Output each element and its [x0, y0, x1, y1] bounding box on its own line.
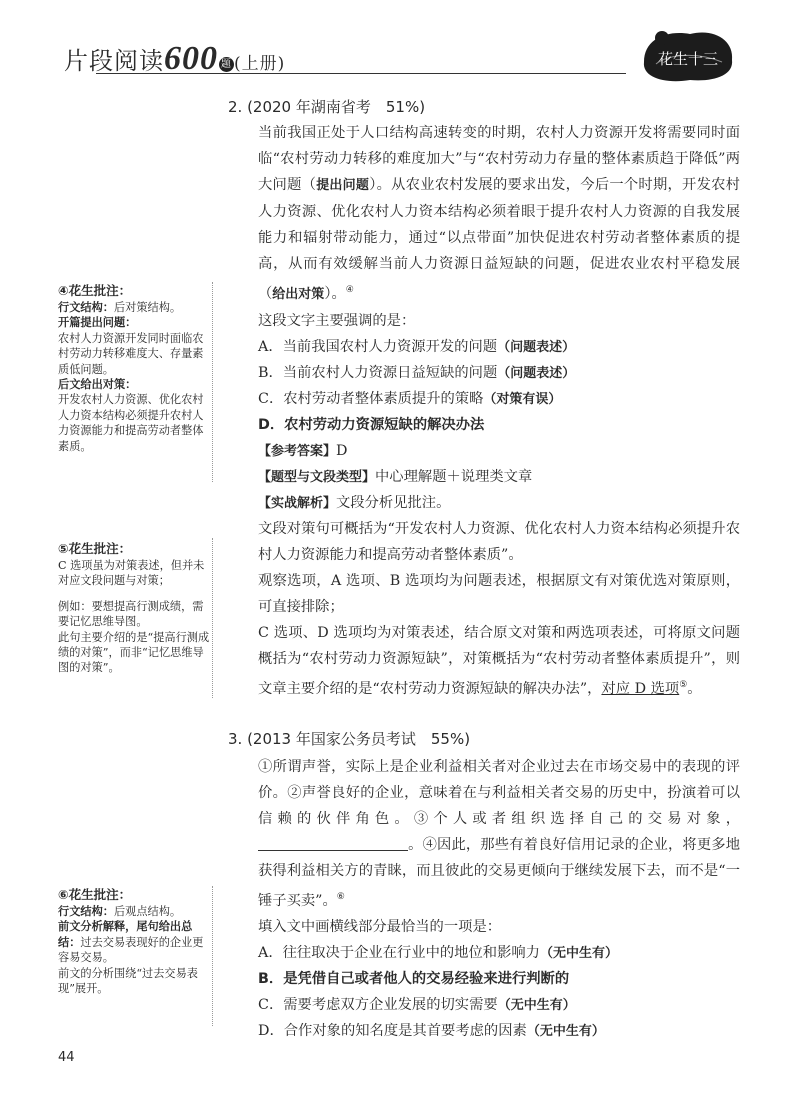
- book-title-ti-badge: 题: [221, 59, 232, 70]
- question-2-passage: 当前我国正处于人口结构高速转变的时期，农村人力资源开发将需要同时面临“农村劳动力转移的难度加大”与“农村劳动力存量的整体素质趋于降低”两大问题（提出问题）。从农业农村发展的要求出发，今后一个时期，开发农村人力资源、优化农村人力资本结构必须着眼于提升农村人力资源的自我发展能力和辐射带动能力，通过“以点带面”加快促进农村劳动者整体素质的提高，从而有效缓解当前人力资源日益短缺的问题，促进农业农村平稳发展（给出对策）。④: [258, 125, 740, 302]
- note-line: 开篇提出问题：: [58, 316, 137, 330]
- sidebar-note-5: [58, 540, 210, 676]
- sidebar-divider: [212, 538, 213, 698]
- header-rule: [96, 73, 626, 74]
- question-3-heading: 3. (2013 年国家公务员考试 55%): [228, 730, 471, 748]
- book-title-number: 600: [164, 40, 218, 77]
- logo-text: 花生十三: [657, 50, 719, 68]
- annotation-mark: ⑥: [336, 892, 345, 902]
- question-3-passage: ①所谓声誉，实际上是企业利益相关者对企业过去在市场交易中的表现的评价。②声誉良好的企业，意味着在与利益相关者交易的历史中，扮演着可以信赖的伙伴角色。③个人或者组织选择自己的交易对象，。④因此，那些有着良好信用记录的企业，将更多地获得利益相关方的青睐，而且彼此的交易更倾向于继续发展下去，而不是“一锤子买卖”。⑥: [258, 759, 740, 909]
- page-number: 44: [58, 1050, 75, 1065]
- question-2-prompt: 这段文字主要强调的是：: [258, 313, 416, 329]
- sidebar-divider: [212, 282, 213, 482]
- option-d[interactable]: D．农村劳动力资源短缺的解决办法: [258, 417, 485, 433]
- brand-logo: [638, 24, 738, 86]
- type-line: 【题型与文段类型】中心理解题＋说理类文章: [258, 469, 533, 485]
- note-line: 前文的分析围绕“过去交易表现”展开。: [58, 966, 198, 996]
- option-d[interactable]: D．合作对象的知名度是其首要考虑的因素（无中生有）: [258, 1023, 605, 1039]
- note-heading: ⑤花生批注：: [58, 541, 132, 556]
- option-b[interactable]: B．当前农村人力资源日益短缺的问题（问题表述）: [258, 365, 576, 381]
- note-line: 行文结构：后观点结构。: [58, 905, 182, 918]
- question-3-prompt: 填入文中画横线部分最恰当的一项是：: [258, 919, 502, 935]
- annotation-mark: ④: [345, 285, 354, 295]
- note-line: 此句主要介绍的是“提高行测成绩的对策”，而非“记忆思维导图的对策”。: [58, 630, 210, 675]
- note-line: 开发农村人力资源、优化农村人力资本结构必须提升农村人力资源能力和提高劳动者整体素质。: [58, 393, 204, 453]
- book-title-prefix: 片段阅读: [64, 47, 164, 75]
- note-line: 农村人力资源开发同时面临农村劳动力转移难度大、存量素质低问题。: [58, 331, 204, 376]
- answer-line: 【参考答案】D: [258, 443, 348, 459]
- fill-blank: [258, 836, 408, 851]
- note-line: 后文给出对策：: [58, 378, 137, 392]
- sidebar-divider: [212, 886, 213, 1026]
- note-heading: ⑥花生批注：: [58, 887, 132, 902]
- option-c[interactable]: C．农村劳动者整体素质提升的策略（对策有误）: [258, 391, 562, 407]
- sidebar-note-4: [58, 282, 210, 454]
- note-heading: ④花生批注：: [58, 283, 132, 298]
- note-line: 例如：要想提高行测成绩，需要记忆思维导图。: [58, 599, 204, 629]
- analysis-body: 文段对策句可概括为“开发农村人力资源、优化农村人力资本结构必须提升农村人力资源能力和提高劳动者整体素质”。 观察选项，A 选项、B 选项均为问题表述，根据原文有对策优选对策原则，可直接排除； C 选项、D 选项均为对策表述，结合原文对策和两选项表述，可将原文问题概括为“农村劳动力资源短缺”，对策概括为“农村劳动者整体素质提升”，则文章主要介绍的是“农村劳动力资源短缺的解决办法”，对应 D 选项⑤。: [258, 521, 740, 697]
- option-a[interactable]: A．往往取决于企业在行业中的地位和影响力（无中生有）: [258, 945, 618, 961]
- option-a[interactable]: A．当前我国农村人力资源开发的问题（问题表述）: [258, 339, 576, 355]
- book-volume: (上册): [234, 54, 286, 74]
- note-line: 前文分析解释，尾句给出总结：过去交易表现好的企业更容易交易。: [58, 920, 204, 965]
- analysis-line: 【实战解析】文段分析见批注。: [258, 495, 451, 511]
- note-line: C 选项虽为对策表述，但并未对应文段问题与对策；: [58, 559, 205, 588]
- sidebar-note-6: [58, 886, 210, 996]
- option-b[interactable]: B．是凭借自己或者他人的交易经验来进行判断的: [258, 971, 570, 987]
- option-c[interactable]: C．需要考虑双方企业发展的切实需要（无中生有）: [258, 997, 576, 1013]
- question-2-heading: 2. (2020 年湖南省考 51%): [228, 98, 426, 116]
- note-line: 行文结构：后对策结构。: [58, 301, 182, 314]
